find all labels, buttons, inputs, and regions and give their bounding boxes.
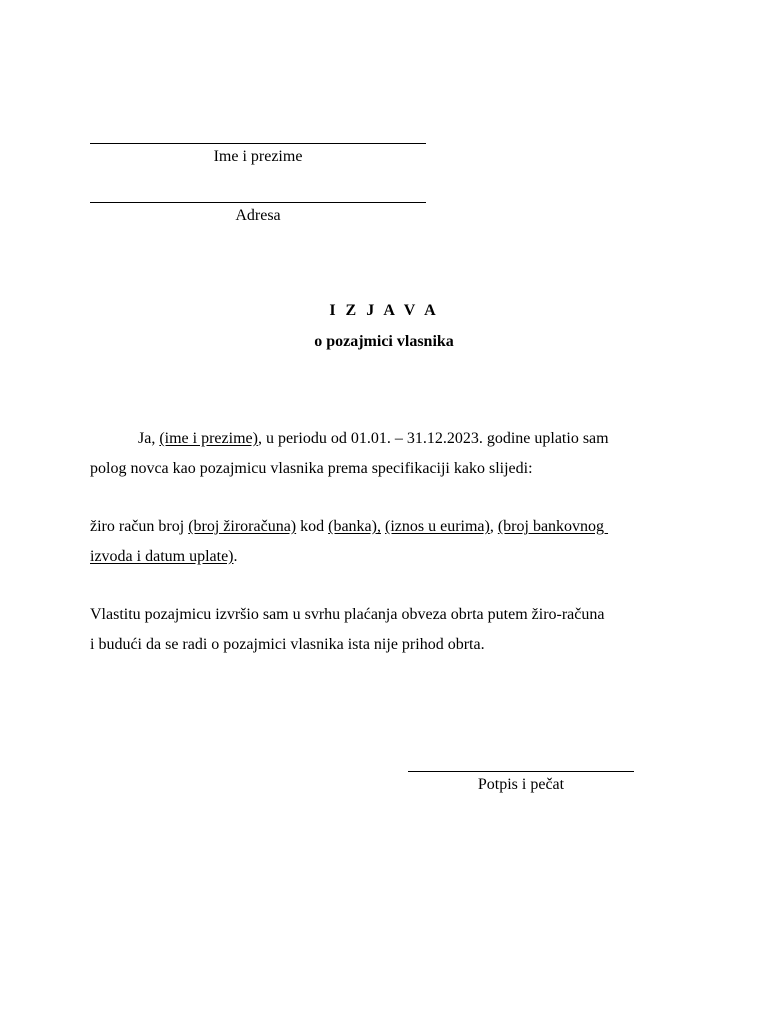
name-signature-line: [90, 143, 426, 144]
bank-placeholder: (banka),: [328, 518, 381, 535]
name-field: [90, 143, 426, 167]
text-segment: Ja,: [138, 430, 160, 447]
amount-placeholder: (iznos u eurima): [384, 518, 490, 535]
text-segment: žiro račun broj: [90, 518, 189, 535]
signature-line: [408, 771, 634, 772]
paragraph-purpose: [90, 600, 690, 660]
text-segment: polog novca kao pozajmicu vlasnika prema specifikaciji kako slijedi:: [90, 460, 533, 477]
statement-placeholder: (broj bankovnog: [497, 518, 609, 535]
name-placeholder: (ime i prezime): [159, 430, 258, 447]
account-placeholder: (broj žiroračuna): [188, 518, 297, 535]
text-segment: ,: [489, 518, 498, 535]
text-segment: .: [233, 548, 238, 565]
paragraph-account: [90, 512, 690, 572]
address-line: [90, 202, 426, 203]
text-segment: kod: [296, 518, 329, 535]
paragraph-declaration: [90, 424, 690, 484]
signature-caption: Potpis i pečat: [477, 776, 565, 793]
text-segment: Vlastitu pozajmicu izvršio sam u svrhu plaćanja obveza obrta putem žiro-računa: [90, 606, 605, 623]
signature-field: [408, 771, 634, 795]
text-segment: i budući da se radi o pozajmici vlasnika ista nije prihod obrta.: [90, 636, 485, 653]
text-segment: , u periodu od 01.01. – 31.12.2023. godine uplatio sam: [257, 430, 609, 447]
address-caption: Adresa: [235, 207, 281, 224]
document-subtitle: o pozajmici vlasnika: [314, 333, 454, 350]
name-caption: Ime i prezime: [213, 148, 303, 165]
statement-placeholder-continued: izvoda i datum uplate): [90, 548, 234, 565]
document-title: I Z J A V A: [329, 302, 439, 319]
address-field: [90, 202, 426, 226]
